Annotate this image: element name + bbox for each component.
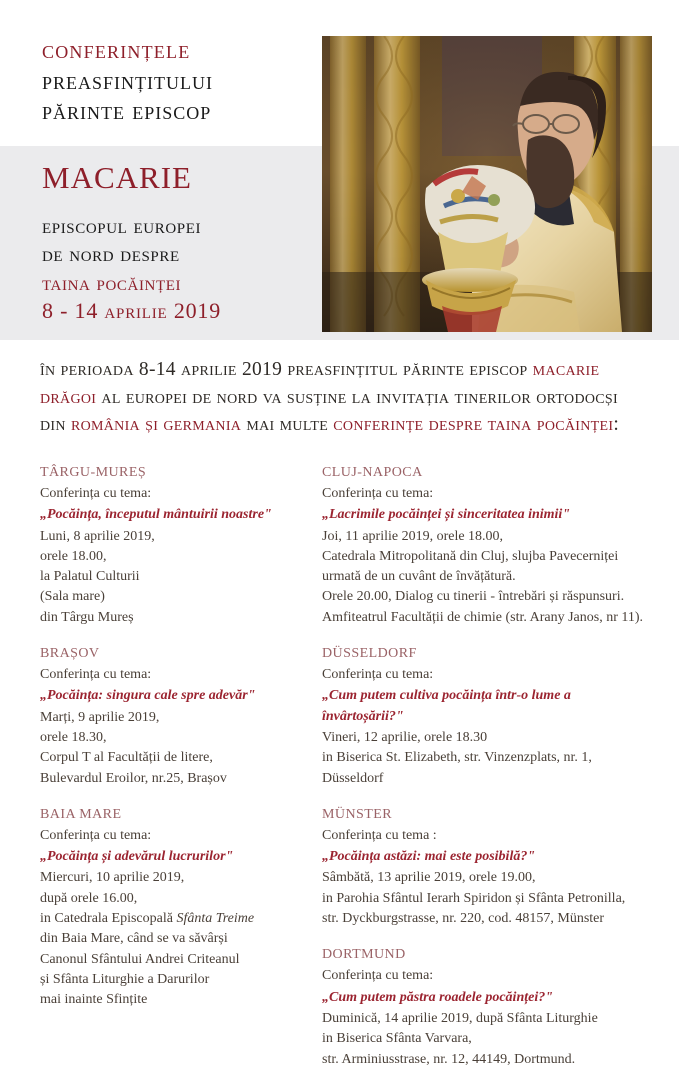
intro-part-3: mai multe (241, 414, 334, 436)
event-detail-line: mai inainte Sfințite (40, 992, 148, 1008)
event-date-range: 8 - 14 aprilie 2019 (42, 298, 222, 324)
event-lead-label: Conferința cu tema: (40, 827, 152, 843)
event-detail-line: Bulevardul Eroilor, nr.25, Brașov (40, 770, 227, 786)
event-entry (322, 804, 652, 929)
event-detail-line: str. Dyckburgstrasse, nr. 220, cod. 48157, Münster (322, 911, 605, 927)
event-detail-line: str. Arminiusstrase, nr. 12, 44149, Dortmund. (322, 1051, 576, 1067)
event-city-name: MÜNSTER (322, 806, 393, 822)
event-theme-title: „Pocăința și adevărul lucrurilor" (40, 849, 234, 865)
event-entry (40, 804, 312, 1011)
event-detail-line: din Târgu Mureș (40, 609, 134, 625)
event-theme-title: „Pocăința: singura cale spre adevăr" (40, 688, 256, 704)
event-detail-line: din Baia Mare, când se va săvârși (40, 931, 228, 947)
event-city-name: CLUJ-NAPOCA (322, 465, 423, 480)
event-detail-line: și Sfânta Liturghie a Darurilor (40, 971, 210, 987)
poster-header (42, 36, 317, 128)
event-lead-label: Conferința cu tema: (322, 667, 434, 683)
event-detail-line: Orele 20.00, Dialog cu tinerii - întrebări și răspunsuri. (322, 589, 625, 605)
intro-highlight-countries: românia și germania (70, 414, 242, 436)
subtitle-line-3: taina pocăinței (42, 269, 182, 295)
event-detail-line: in Biserica St. Elizabeth, str. Vinzenzplats, nr. 1, Düsseldorf (322, 750, 592, 786)
event-detail-line: la Palatul Culturii (40, 569, 140, 585)
intro-part-1: în perioada 8-14 aprilie 2019 preasfințitul părinte episcop (40, 359, 533, 380)
event-detail-line: Corpul T al Facultății de litere, (40, 750, 213, 766)
event-theme-title: „Lacrimile pocăinței și sinceritatea inimii" (322, 507, 571, 523)
page-title: macarie (42, 149, 192, 198)
event-entry (322, 643, 652, 789)
event-theme-title: „Cum putem cultiva pocăința într-o lume a învârtoșării?" (322, 688, 571, 724)
event-city-name: DORTMUND (322, 947, 406, 963)
event-lead-label: Conferința cu tema: (40, 667, 152, 683)
event-city-name: DÜSSELDORF (322, 646, 417, 662)
event-detail-line: in Biserica Sfânta Varvara, (322, 1031, 472, 1047)
event-detail-line: (Sala mare) (40, 589, 105, 605)
event-lead-label: Conferința cu tema: (40, 486, 152, 501)
event-detail-line: Joi, 11 aprilie 2019, orele 18.00, (322, 528, 504, 544)
bishop-name-block (42, 150, 320, 326)
poster-banner (0, 0, 679, 340)
event-detail-line: după orele 16.00, (40, 890, 138, 906)
subtitle-line-2: de nord despre (42, 241, 180, 267)
event-entry (40, 643, 312, 789)
event-detail-line: in Parohia Sfântul Ierarh Spiridon și Sfânta Petronilla, (322, 890, 626, 906)
bishop-holding-chalice-photo (322, 36, 652, 332)
event-detail-line: Luni, 8 aprilie 2019, (40, 528, 155, 544)
events-columns (0, 462, 679, 1067)
event-entry (322, 944, 652, 1069)
intro-paragraph (40, 356, 648, 439)
event-theme-title: „Pocăința, începutul mântuirii noastre" (40, 507, 272, 523)
event-city-name: TÂRGU-MUREȘ (40, 465, 147, 480)
intro-part-2: al europei de nord va susține la invitația tinerilor ortodocși din (40, 386, 618, 436)
event-detail-line: Duminică, 14 aprilie 2019, după Sfânta Liturghie (322, 1010, 598, 1026)
event-detail-line: Marți, 9 aprilie 2019, (40, 709, 160, 725)
intro-highlight-conferences: conferințe despre taina pocăinței (333, 414, 614, 436)
event-detail-line: Sâmbătă, 13 aprilie 2019, orele 19.00, (322, 870, 536, 886)
event-detail-line: orele 18.30, (40, 729, 107, 745)
event-detail-line: orele 18.00, (40, 548, 107, 564)
event-detail-line: in Catedrala Episcopală Sfânta Treime (40, 911, 255, 927)
intro-highlight-bishop-name: macarie drăgoi (40, 359, 600, 408)
event-entry (322, 462, 652, 628)
header-line-parinte-episcop: părinte episcop (42, 98, 212, 125)
event-lead-label: Conferința cu tema: (322, 968, 434, 984)
event-detail-line: Miercuri, 10 aprilie 2019, (40, 870, 185, 886)
event-detail-line: Vineri, 12 aprilie, orele 18.30 (322, 729, 488, 745)
intro-part-4: : (613, 414, 620, 436)
subtitle-line-1: episcopul europei (42, 212, 202, 238)
events-column-right (322, 462, 652, 1085)
event-theme-title: „Pocăința astăzi: mai este posibilă?" (322, 849, 536, 865)
events-column-left (40, 462, 312, 1026)
event-lead-label: Conferința cu tema : (322, 827, 437, 843)
event-detail-line: urmată de un cuvânt de învățătură. (322, 569, 516, 585)
event-detail-line: Canonul Sfântului Andrei Criteanul (40, 951, 240, 967)
event-city-name: BAIA MARE (40, 806, 122, 822)
event-detail-line: Amfiteatrul Facultății de chimie (str. Arany Janos, nr 11). (322, 609, 644, 625)
event-lead-label: Conferința cu tema: (322, 486, 434, 501)
header-line-preasfintitului: preasfințitului (42, 67, 213, 95)
header-line-conferintele: conferințele (42, 37, 191, 64)
event-entry (40, 462, 312, 628)
event-theme-title: „Cum putem păstra roadele pocăinței?" (322, 989, 553, 1005)
poster-subtitle (42, 212, 320, 326)
event-city-name: BRAȘOV (40, 646, 100, 662)
event-detail-line: Catedrala Mitropolitană din Cluj, slujba Pavecerniței (322, 548, 619, 564)
